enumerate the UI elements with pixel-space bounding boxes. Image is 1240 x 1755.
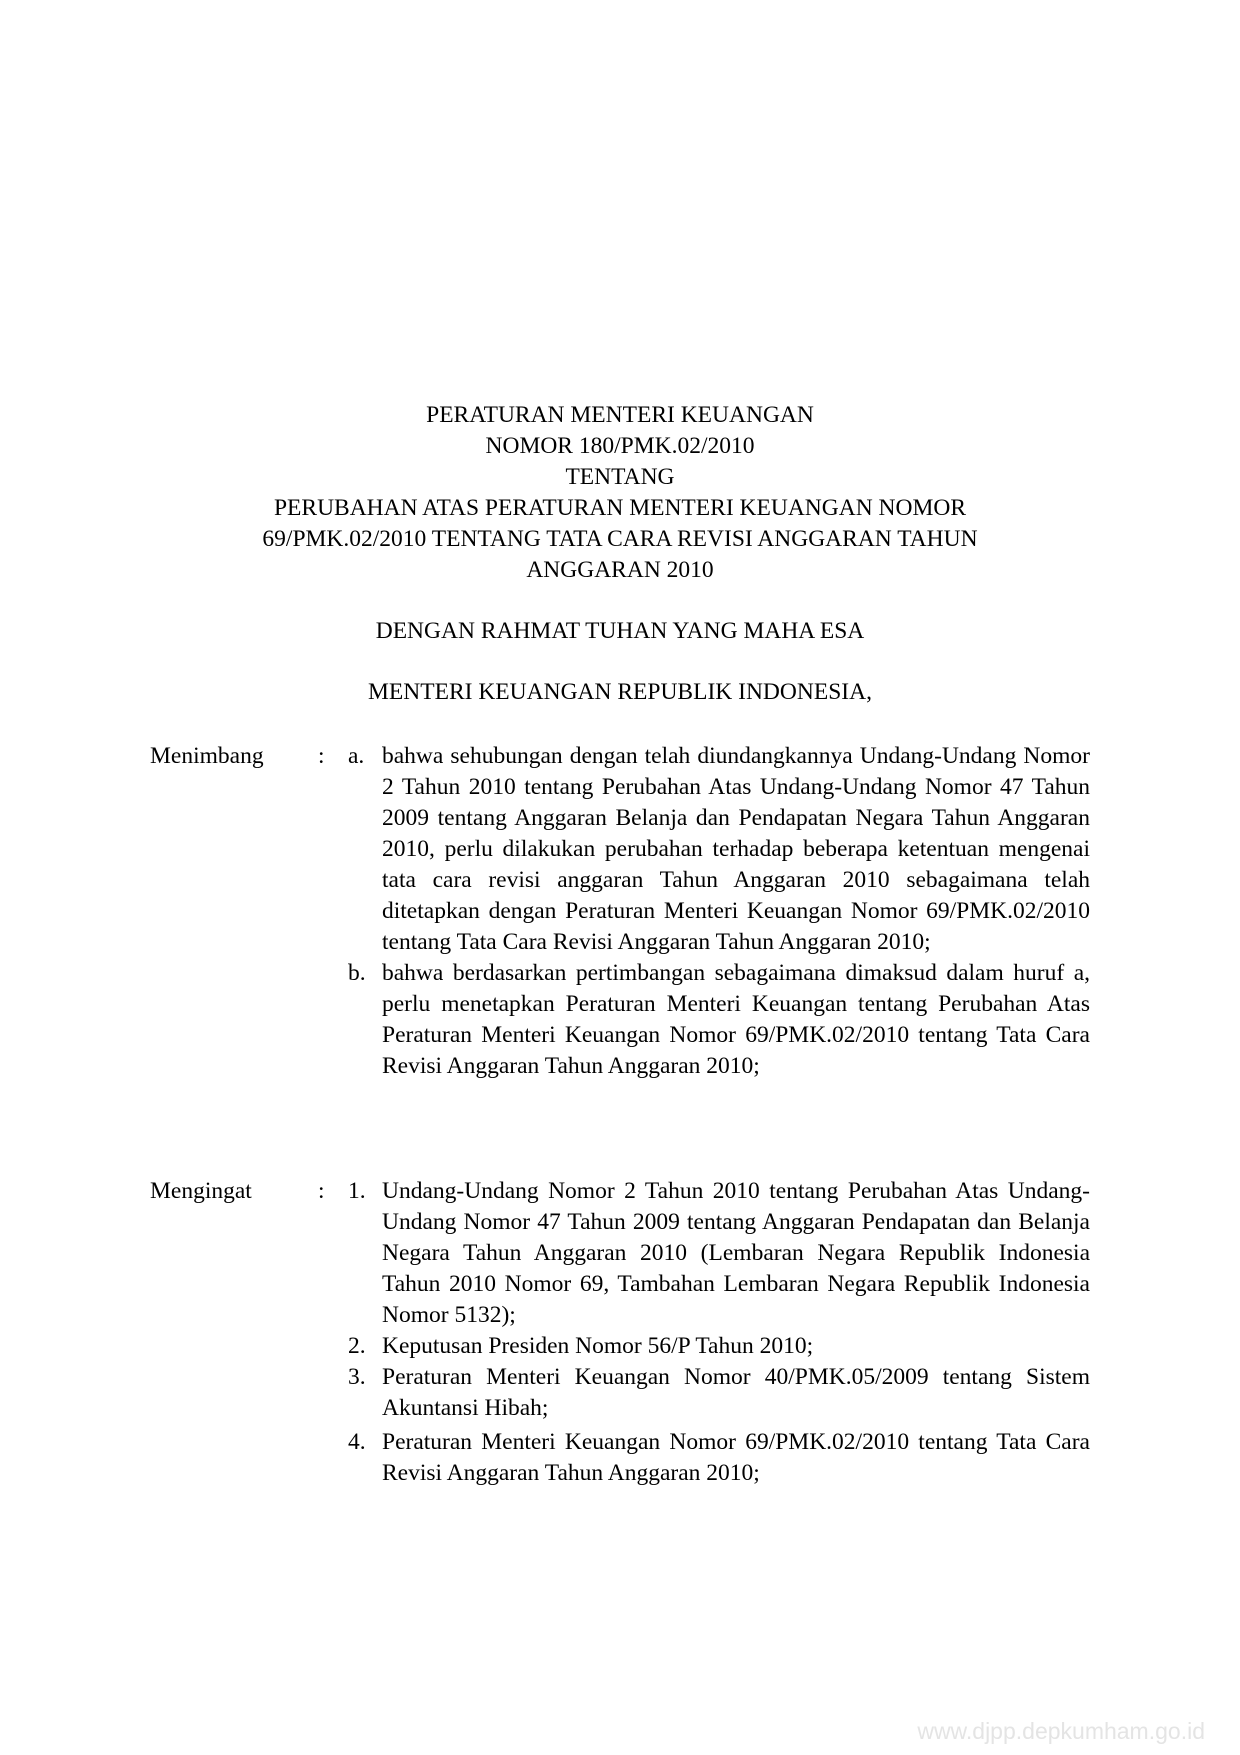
item-marker: 4. xyxy=(348,1429,366,1455)
list-item xyxy=(348,741,1090,958)
item-text: Peraturan Menteri Keuangan Nomor 40/PMK.05/2009 tentang Sistem Akuntansi Hibah; xyxy=(382,1364,1090,1421)
watermark: www.djpp.depkumham.go.id xyxy=(917,1718,1205,1744)
mengingat-label: Mengingat xyxy=(150,1178,252,1204)
item-marker: b. xyxy=(348,960,366,986)
list-item xyxy=(348,1427,1090,1489)
item-marker: 1. xyxy=(348,1178,366,1204)
item-text: bahwa sehubungan dengan telah diundangkannya Undang-Undang Nomor 2 Tahun 2010 tentang Perubahan Atas Undang-Undang Nomor 47 Tahun 2009 tentang Anggaran Belanja dan Pendapatan Negara Tahun Anggaran 2010, perlu dilakukan perubahan terhadap beberapa ketentuan mengenai tata cara revisi anggaran Tahun Anggaran 2010 sebagaimana telah ditetapkan dengan Peraturan Menteri Keuangan Nomor 69/PMK.02/2010 tentang Tata Cara Revisi Anggaran Tahun Anggaran 2010; xyxy=(382,743,1090,955)
list-item xyxy=(348,958,1090,1082)
title-line: PERATURAN MENTERI KEUANGAN xyxy=(426,402,814,428)
mengingat-colon: : xyxy=(318,1178,325,1204)
menimbang-colon: : xyxy=(318,743,325,769)
list-item xyxy=(348,1362,1090,1424)
item-text: bahwa berdasarkan pertimbangan sebagaimana dimaksud dalam huruf a, perlu menetapkan Peraturan Menteri Keuangan tentang Perubahan Atas Peraturan Menteri Keuangan Nomor 69/PMK.02/2010 tentang Tata Cara Revisi Anggaran Tahun Anggaran 2010; xyxy=(382,960,1090,1079)
title-line: ANGGARAN 2010 xyxy=(526,557,714,583)
regulation-title xyxy=(150,400,1090,586)
list-item xyxy=(348,1331,1090,1362)
item-marker: 2. xyxy=(348,1333,366,1359)
minister-line: MENTERI KEUANGAN REPUBLIK INDONESIA, xyxy=(368,679,872,705)
invocation-line: DENGAN RAHMAT TUHAN YANG MAHA ESA xyxy=(375,618,865,644)
item-text: Keputusan Presiden Nomor 56/P Tahun 2010; xyxy=(382,1333,814,1359)
item-text: Peraturan Menteri Keuangan Nomor 69/PMK.02/2010 tentang Tata Cara Revisi Anggaran Tahun Anggaran 2010; xyxy=(382,1429,1090,1486)
title-line: 69/PMK.02/2010 TENTANG TATA CARA REVISI ANGGARAN TAHUN xyxy=(262,526,978,552)
title-line: TENTANG xyxy=(565,464,675,490)
menimbang-label: Menimbang xyxy=(150,743,264,769)
list-item xyxy=(348,1176,1090,1331)
item-marker: 3. xyxy=(348,1364,366,1390)
title-line: NOMOR 180/PMK.02/2010 xyxy=(485,433,755,459)
menimbang-list xyxy=(348,741,1090,1082)
title-line: PERUBAHAN ATAS PERATURAN MENTERI KEUANGAN NOMOR xyxy=(273,495,967,521)
mengingat-list xyxy=(348,1176,1090,1489)
item-text: Undang-Undang Nomor 2 Tahun 2010 tentang Perubahan Atas Undang-Undang Nomor 47 Tahun 2009 tentang Anggaran Pendapatan dan Belanja Negara Tahun Anggaran 2010 (Lembaran Negara Republik Indonesia Tahun 2010 Nomor 69, Tambahan Lembaran Negara Republik Indonesia Nomor 5132); xyxy=(382,1178,1090,1328)
item-marker: a. xyxy=(348,743,365,769)
